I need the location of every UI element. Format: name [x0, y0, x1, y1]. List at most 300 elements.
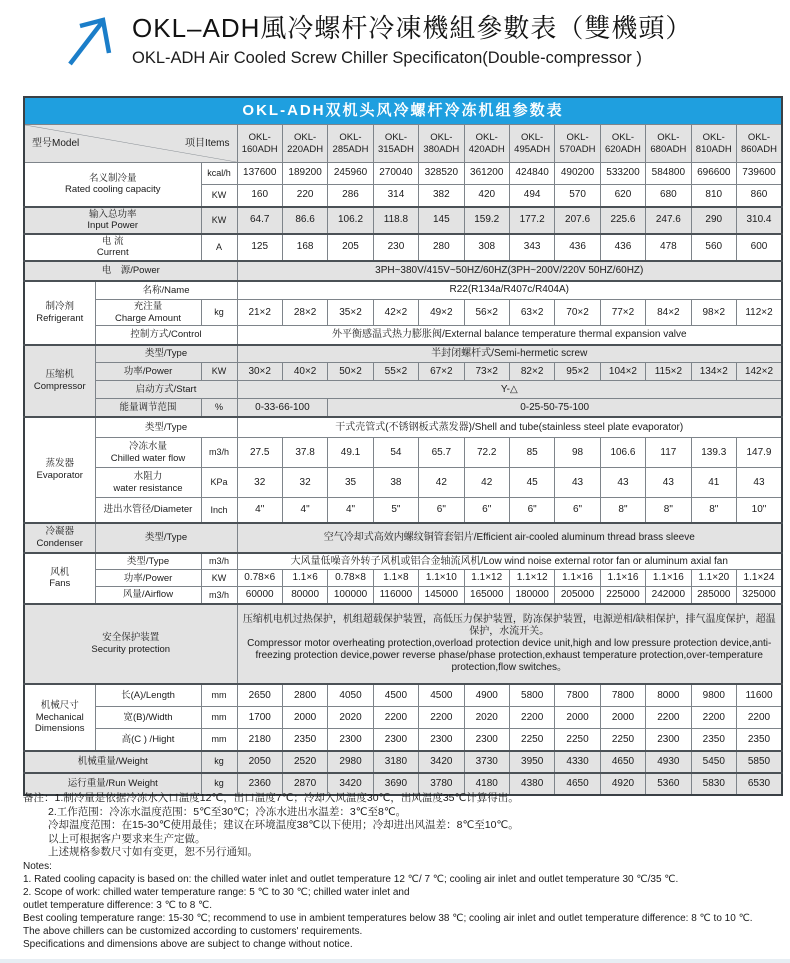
unit-cell: mm [201, 729, 237, 751]
unit-cell: kg [201, 300, 237, 326]
spec-value-cell: 2000 [555, 707, 600, 729]
spec-value-cell: 37.8 [282, 438, 327, 468]
table-row [24, 707, 782, 729]
spec-value-cell: 247.6 [646, 207, 691, 234]
spec-value-cell: 3420 [328, 773, 373, 795]
unit-cell: Inch [201, 498, 237, 523]
table-row [24, 399, 782, 417]
spec-value-cell: 8000 [646, 684, 691, 707]
spec-label-cell: 功率/Power [95, 363, 201, 381]
spec-value-cell: 2000 [600, 707, 645, 729]
spec-table-body [24, 125, 782, 795]
spec-value-cell: 314 [373, 185, 418, 207]
spec-value-cell: 100000 [328, 587, 373, 604]
spec-label-cell: 风量/Airflow [95, 587, 201, 604]
table-row [24, 523, 782, 553]
spec-value-cell: 54 [373, 438, 418, 468]
spec-label-cell: 安全保护装置 Security protection [24, 604, 237, 684]
spec-value-cell: 67×2 [419, 363, 464, 381]
spec-value-cell: 142×2 [736, 363, 782, 381]
spec-value-cell: 2200 [646, 707, 691, 729]
spec-label-cell: 充注量 Charge Amount [95, 300, 201, 326]
spec-value-cell: 0.78×8 [328, 570, 373, 587]
note-en-line: The above chillers can be customized according to customers' requirements. [23, 925, 363, 937]
spec-value-cell: 65.7 [419, 438, 464, 468]
table-row [24, 438, 782, 468]
spec-value-cell: 7800 [555, 684, 600, 707]
spec-value-cell: 280 [419, 234, 464, 261]
spec-value-cell: 1.1×6 [282, 570, 327, 587]
spec-value-cell: 620 [600, 185, 645, 207]
spec-value-cell: 5850 [736, 751, 782, 773]
spec-value-cell: 4380 [509, 773, 554, 795]
spec-value-cell: 0.78×6 [237, 570, 282, 587]
spec-value-cell: 5450 [691, 751, 736, 773]
title-block [132, 6, 692, 68]
spec-value-cell: 41 [691, 468, 736, 498]
spec-value-cell: 4" [282, 498, 327, 523]
model-items-corner-cell [24, 125, 237, 163]
spec-label-cell: 类型/Type [95, 345, 237, 363]
spec-value-cell: 2300 [419, 729, 464, 751]
spec-value-cell: 343 [509, 234, 554, 261]
spec-value-cell: 50×2 [328, 363, 373, 381]
spec-value-cell: 2180 [237, 729, 282, 751]
spec-value-cell: 1.1×16 [600, 570, 645, 587]
spec-value-cell: 2980 [328, 751, 373, 773]
spec-value-cell: 2800 [282, 684, 327, 707]
spec-value-cell: 165000 [464, 587, 509, 604]
spec-value-cell: 2350 [691, 729, 736, 751]
unit-cell: kg [201, 751, 237, 773]
spec-label-cell: 制冷剂 Refrigerant [24, 281, 95, 345]
table-row [24, 326, 782, 345]
spec-value-cell: 4500 [373, 684, 418, 707]
spec-value-cell: 42 [464, 468, 509, 498]
spec-value-cell: 494 [509, 185, 554, 207]
unit-cell: m3/h [201, 553, 237, 570]
security-text-cell: 压缩机电机过热保护，机组超载保护装置，高低压力保护装置，防冻保护装置，电源逆相/缺相保护，排气温度保护，超温保护，水流开关。 Compressor motor overheating protection,overload protection device unit,high and low pressure protection device,anti-freezing protection device,power reverse phase/phase protection,exhaust temperature protection,over-temperature protection,flow switches。 [237, 604, 782, 684]
spec-value-cell: 245960 [328, 163, 373, 185]
spec-value-cell: 32 [282, 468, 327, 498]
model-header-cell: OKL- 495ADH [509, 125, 554, 163]
spec-value-cell: 3730 [464, 751, 509, 773]
arrow-logo-icon [56, 6, 122, 72]
spec-value-cell: 1.1×20 [691, 570, 736, 587]
spec-value-cell: 325000 [736, 587, 782, 604]
table-row [24, 751, 782, 773]
spec-value-cell: 2250 [600, 729, 645, 751]
spec-value-cell: 382 [419, 185, 464, 207]
spec-value-cell: 4050 [328, 684, 373, 707]
spec-value-cell: 6" [555, 498, 600, 523]
spec-value-cell: 42 [419, 468, 464, 498]
spec-value-cell: 134×2 [691, 363, 736, 381]
spec-value-cell: 38 [373, 468, 418, 498]
spec-label-cell: 风机 Fans [24, 553, 95, 604]
spec-value-cell: 27.5 [237, 438, 282, 468]
table-row [24, 381, 782, 399]
table-row [24, 363, 782, 381]
spec-value-cell: 739600 [736, 163, 782, 185]
spec-value-cell: 43 [736, 468, 782, 498]
model-header-cell: OKL- 285ADH [328, 125, 373, 163]
spec-value-cell: 2200 [509, 707, 554, 729]
spec-label-cell: 控制方式/Control [95, 326, 237, 345]
note-zh-line: 以上可根据客户要求来生产定做。 [48, 832, 206, 845]
spec-value-cell: 45 [509, 468, 554, 498]
spec-value-cell: 104×2 [600, 363, 645, 381]
spec-value-cell: 680 [646, 185, 691, 207]
unit-cell: KW [201, 185, 237, 207]
note-en-line: Best cooling temperature range: 15-30 ℃; recommend to use in ambient temperatures below 38 ℃; cooling air inlet and outlet temperature difference: 8 ℃ to 10 ℃. [23, 912, 753, 924]
model-header-cell: OKL- 680ADH [646, 125, 691, 163]
spec-value-cell: 270040 [373, 163, 418, 185]
table-row [24, 468, 782, 498]
spec-value-cell: 2200 [419, 707, 464, 729]
spec-value-cell: 4930 [646, 751, 691, 773]
spec-value-cell: 28×2 [282, 300, 327, 326]
spec-value-cell: 6" [509, 498, 554, 523]
spec-text-cell: 干式壳管式(不锈钢板式蒸发器)/Shell and tube(stainless steel plate evaporator) [237, 417, 782, 438]
spec-value-cell: 2300 [646, 729, 691, 751]
spec-value-cell: 82×2 [509, 363, 554, 381]
spec-value-cell: 584800 [646, 163, 691, 185]
spec-value-cell: 2020 [464, 707, 509, 729]
spec-value-cell: 2870 [282, 773, 327, 795]
spec-value-cell: 180000 [509, 587, 554, 604]
spec-value-cell: 49.1 [328, 438, 373, 468]
page-header [56, 6, 692, 72]
spec-label-cell: 长(A)/Length [95, 684, 201, 707]
spec-label-cell: 电 流 Current [24, 234, 201, 261]
spec-value-cell: 5830 [691, 773, 736, 795]
unit-cell: m3/h [201, 587, 237, 604]
spec-value-cell: 3420 [419, 751, 464, 773]
model-header-cell: OKL- 160ADH [237, 125, 282, 163]
table-row [24, 604, 782, 684]
spec-value-cell: 230 [373, 234, 418, 261]
spec-value-cell: 8" [600, 498, 645, 523]
spec-label-cell: 启动方式/Start [95, 381, 237, 399]
spec-value-cell: 4650 [555, 773, 600, 795]
spec-value-cell: 2650 [237, 684, 282, 707]
spec-value-cell: 72.2 [464, 438, 509, 468]
spec-value-cell: 85 [509, 438, 554, 468]
spec-value-cell: 8" [691, 498, 736, 523]
unit-cell: kg [201, 773, 237, 795]
spec-value-cell: 32 [237, 468, 282, 498]
spec-value-cell: 4180 [464, 773, 509, 795]
spec-value-cell: 56×2 [464, 300, 509, 326]
spec-value-cell: 125 [237, 234, 282, 261]
spec-value-cell: 35 [328, 468, 373, 498]
spec-label-cell: 冷冻水量 Chilled water flow [95, 438, 201, 468]
table-row [24, 281, 782, 300]
spec-label-cell: 宽(B)/Width [95, 707, 201, 729]
table-title: OKL-ADH双机头风冷螺杆冷冻机组参数表 [24, 97, 782, 125]
spec-value-cell: 2200 [691, 707, 736, 729]
table-row [24, 300, 782, 326]
spec-value-cell: 2200 [373, 707, 418, 729]
spec-text-cell: Y-△ [237, 381, 782, 399]
model-header-cell: OKL- 420ADH [464, 125, 509, 163]
spec-value-cell: 1.1×16 [555, 570, 600, 587]
spec-value-cell: 225.6 [600, 207, 645, 234]
spec-text-cell: 空气冷却式高效内螺纹铜管套铝片/Efficient air-cooled aluminum thread brass sleeve [237, 523, 782, 553]
spec-label-cell: 输入总功率 Input Power [24, 207, 201, 234]
note-zh-line: 备注：1.制冷量是依据冷冻水入口温度12℃，出口温度7℃；冷却入风温度30℃，出风温度35℃计算得出。 [23, 792, 519, 804]
unit-cell: KW [201, 207, 237, 234]
spec-value-cell: 285000 [691, 587, 736, 604]
spec-value-cell: 4500 [419, 684, 464, 707]
spec-label-cell: 机械尺寸 Mechanical Dimensions [24, 684, 95, 751]
spec-value-cell: 8" [646, 498, 691, 523]
spec-value-cell: 137600 [237, 163, 282, 185]
unit-cell: kcal/h [201, 163, 237, 185]
spec-value-cell: 95×2 [555, 363, 600, 381]
spec-value-cell: 160 [237, 185, 282, 207]
spec-value-cell: 147.9 [736, 438, 782, 468]
spec-label-cell: 机械重量/Weight [24, 751, 201, 773]
spec-value-cell: 225000 [600, 587, 645, 604]
spec-value-cell: 478 [646, 234, 691, 261]
spec-value-cell: 4" [237, 498, 282, 523]
spec-value-cell: 63×2 [509, 300, 554, 326]
spec-value-cell: 3180 [373, 751, 418, 773]
spec-value-cell: 64.7 [237, 207, 282, 234]
spec-label-cell: 能量调节范围 [95, 399, 201, 417]
table-title-row [24, 97, 782, 125]
spec-label-cell: 名称/Name [95, 281, 237, 300]
spec-value-cell: 2300 [464, 729, 509, 751]
spec-label-cell: 类型/Type [95, 553, 201, 570]
spec-value-cell: 207.6 [555, 207, 600, 234]
spec-text-cell: 外平衡感温式热力膨胀阀/External balance temperature thermal expansion valve [237, 326, 782, 345]
note-en-line: 2. Scope of work: chilled water temperature range: 5 ℃ to 30 ℃; chilled water inlet and [23, 886, 410, 898]
spec-value-cell: 177.2 [509, 207, 554, 234]
notes-section [23, 792, 779, 951]
spec-value-cell: 810 [691, 185, 736, 207]
table-row [24, 234, 782, 261]
spec-value-cell: 286 [328, 185, 373, 207]
spec-value-cell: 112×2 [736, 300, 782, 326]
spec-value-cell: 49×2 [419, 300, 464, 326]
spec-value-cell: 1.1×8 [373, 570, 418, 587]
page-title-zh: OKL–ADH風冷螺杆冷凍機組參數表（雙機頭） [132, 13, 693, 43]
table-row [24, 684, 782, 707]
unit-cell: KPa [201, 468, 237, 498]
page-title-en: OKL-ADH Air Cooled Screw Chiller Specificaton(Double-compressor ) [132, 48, 642, 67]
model-header-cell: OKL- 220ADH [282, 125, 327, 163]
spec-value-cell: 2050 [237, 751, 282, 773]
spec-text-cell: 大风量低噪音外转子风机或铝合金轴流风机/Low wind noise external rotor fan or aluminum axial fan [237, 553, 782, 570]
spec-label-cell: 功率/Power [95, 570, 201, 587]
spec-value-cell: 242000 [646, 587, 691, 604]
spec-value-cell: 77×2 [600, 300, 645, 326]
table-row [24, 125, 782, 163]
spec-value-cell: 98×2 [691, 300, 736, 326]
spec-label-cell: 进出水管径/Diameter [95, 498, 201, 523]
spec-label-cell: 电 源/Power [24, 261, 237, 281]
model-header-cell: OKL- 315ADH [373, 125, 418, 163]
spec-value-cell: 70×2 [555, 300, 600, 326]
spec-value-cell: 361200 [464, 163, 509, 185]
table-row [24, 570, 782, 587]
spec-value-cell: 2200 [736, 707, 782, 729]
spec-value-cell: 3690 [373, 773, 418, 795]
spec-value-cell: 6" [419, 498, 464, 523]
model-header-cell: OKL- 620ADH [600, 125, 645, 163]
note-en-line: Specifications and dimensions above are subject to change without notice. [23, 938, 353, 950]
spec-value-cell: 21×2 [237, 300, 282, 326]
spec-value-cell: 1.1×12 [464, 570, 509, 587]
spec-value-cell: 73×2 [464, 363, 509, 381]
spec-value-cell: 43 [555, 468, 600, 498]
spec-value-cell: 0-33-66-100 [237, 399, 328, 417]
spec-label-cell: 水阻力 water resistance [95, 468, 201, 498]
spec-label-cell: 蒸发器 Evaporator [24, 417, 95, 523]
spec-value-cell: 436 [555, 234, 600, 261]
note-en-line: outlet temperature difference: 3 ℃ to 8 ℃. [23, 899, 213, 911]
spec-value-cell: 696600 [691, 163, 736, 185]
table-row [24, 345, 782, 363]
spec-value-cell: 3950 [509, 751, 554, 773]
spec-value-cell: 40×2 [282, 363, 327, 381]
spec-value-cell: 560 [691, 234, 736, 261]
spec-value-cell: 1700 [237, 707, 282, 729]
spec-value-cell: 328520 [419, 163, 464, 185]
corner-items-label: 项目Items [185, 137, 230, 149]
spec-value-cell: 43 [646, 468, 691, 498]
spec-value-cell: 5800 [509, 684, 554, 707]
spec-text-cell: 半封闭螺杆式/Semi-hermetic screw [237, 345, 782, 363]
spec-value-cell: 2360 [237, 773, 282, 795]
spec-value-cell: 117 [646, 438, 691, 468]
spec-value-cell: 2300 [328, 729, 373, 751]
unit-cell: mm [201, 707, 237, 729]
spec-value-cell: 4330 [555, 751, 600, 773]
spec-label-cell: 压缩机 Compressor [24, 345, 95, 417]
unit-cell: mm [201, 684, 237, 707]
spec-value-cell: 205 [328, 234, 373, 261]
page-bottom-strip [0, 959, 790, 963]
table-row [24, 163, 782, 185]
spec-value-cell: 310.4 [736, 207, 782, 234]
spec-value-cell: 145 [419, 207, 464, 234]
table-row [24, 417, 782, 438]
spec-label-cell: 高(C ) /Hight [95, 729, 201, 751]
table-row [24, 553, 782, 570]
spec-value-cell: 30×2 [237, 363, 282, 381]
unit-cell: KW [201, 363, 237, 381]
spec-value-cell: 4920 [600, 773, 645, 795]
spec-value-cell: 43 [600, 468, 645, 498]
spec-value-cell: 168 [282, 234, 327, 261]
spec-value-cell: 145000 [419, 587, 464, 604]
spec-value-cell: 2520 [282, 751, 327, 773]
table-row [24, 729, 782, 751]
spec-label-cell: 类型/Type [95, 417, 237, 438]
spec-text-cell: R22(R134a/R407c/R404A) [237, 281, 782, 300]
spec-value-cell: 4650 [600, 751, 645, 773]
spec-value-cell: 118.8 [373, 207, 418, 234]
model-header-cell: OKL- 570ADH [555, 125, 600, 163]
spec-value-cell: 600 [736, 234, 782, 261]
spec-value-cell: 1.1×12 [509, 570, 554, 587]
model-header-cell: OKL- 380ADH [419, 125, 464, 163]
spec-value-cell: 139.3 [691, 438, 736, 468]
spec-value-cell: 420 [464, 185, 509, 207]
spec-value-cell: 2350 [736, 729, 782, 751]
spec-label-cell: 类型/Type [95, 523, 237, 553]
spec-value-cell: 80000 [282, 587, 327, 604]
spec-value-cell: 9800 [691, 684, 736, 707]
spec-value-cell: 220 [282, 185, 327, 207]
spec-value-cell: 4900 [464, 684, 509, 707]
spec-table [23, 96, 783, 796]
note-en-line: Notes: [23, 860, 52, 872]
spec-value-cell: 2020 [328, 707, 373, 729]
spec-value-cell: 0-25-50-75-100 [328, 399, 782, 417]
spec-value-cell: 4" [328, 498, 373, 523]
spec-value-cell: 1.1×24 [736, 570, 782, 587]
spec-value-cell: 55×2 [373, 363, 418, 381]
unit-cell: % [201, 399, 237, 417]
spec-text-cell: 3PH~380V/415V~50HZ/60HZ(3PH~200V/220V 50HZ/60HZ) [237, 261, 782, 281]
spec-label-cell: 冷凝器 Condenser [24, 523, 95, 553]
table-row [24, 261, 782, 281]
spec-value-cell: 5360 [646, 773, 691, 795]
spec-value-cell: 570 [555, 185, 600, 207]
spec-value-cell: 115×2 [646, 363, 691, 381]
spec-value-cell: 205000 [555, 587, 600, 604]
spec-value-cell: 106.2 [328, 207, 373, 234]
spec-value-cell: 1.1×16 [646, 570, 691, 587]
corner-model-label: 型号Model [32, 137, 80, 149]
spec-value-cell: 11600 [736, 684, 782, 707]
model-header-cell: OKL- 860ADH [736, 125, 782, 163]
spec-value-cell: 84×2 [646, 300, 691, 326]
spec-value-cell: 116000 [373, 587, 418, 604]
note-zh-line: 上述规格参数尺寸如有变更，恕不另行通知。 [48, 846, 258, 858]
spec-value-cell: 6530 [736, 773, 782, 795]
spec-value-cell: 159.2 [464, 207, 509, 234]
table-row [24, 498, 782, 523]
spec-label-cell: 名义制冷量 Rated cooling capacity [24, 163, 201, 207]
spec-value-cell: 98 [555, 438, 600, 468]
spec-value-cell: 35×2 [328, 300, 373, 326]
unit-cell: m3/h [201, 438, 237, 468]
note-zh-line: 2.工作范围：冷冻水温度范围：5℃至30℃；冷冻水进出水温差：3℃至8℃。 [48, 805, 407, 818]
spec-value-cell: 490200 [555, 163, 600, 185]
spec-value-cell: 189200 [282, 163, 327, 185]
spec-value-cell: 2350 [282, 729, 327, 751]
spec-value-cell: 106.6 [600, 438, 645, 468]
spec-value-cell: 42×2 [373, 300, 418, 326]
spec-value-cell: 7800 [600, 684, 645, 707]
spec-value-cell: 2250 [555, 729, 600, 751]
spec-value-cell: 436 [600, 234, 645, 261]
spec-value-cell: 290 [691, 207, 736, 234]
spec-value-cell: 2250 [509, 729, 554, 751]
spec-value-cell: 5" [373, 498, 418, 523]
spec-value-cell: 6" [464, 498, 509, 523]
spec-value-cell: 86.6 [282, 207, 327, 234]
spec-value-cell: 860 [736, 185, 782, 207]
spec-value-cell: 1.1×10 [419, 570, 464, 587]
table-row [24, 207, 782, 234]
